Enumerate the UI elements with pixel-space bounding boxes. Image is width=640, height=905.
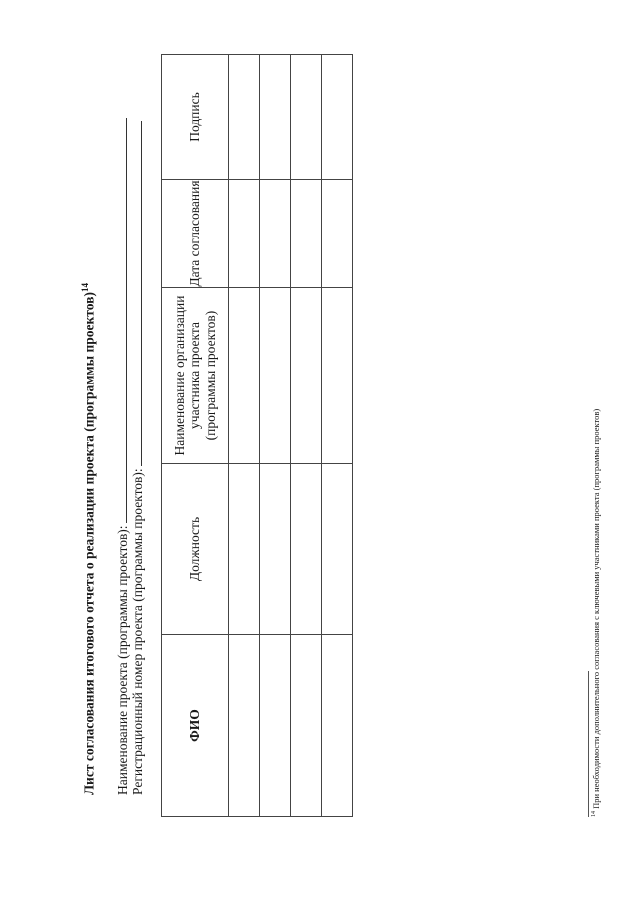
footnote-text: При необходимости дополнительного согласования с ключевыми участниками проекта (программы проектов) [591,408,601,809]
table-row [229,55,260,817]
table-cell [229,55,260,180]
registration-number-blank-line [131,121,142,466]
table-row [260,55,291,817]
table-cell [260,288,291,464]
document-title-text: Лист согласования итогового отчета о реализации проекта (программы проектов) [81,292,97,795]
footnote-number: 14 [591,811,598,817]
table-cell [260,55,291,180]
table-cell [291,180,322,288]
footnote-ref: 14 [80,283,90,293]
table-cell [260,635,291,817]
project-name-field [115,0,131,795]
approval-table [161,54,353,817]
header-signature: Подпись [162,55,229,180]
table-cell [322,180,353,288]
header-position: Должность [162,464,229,635]
table-cell [229,635,260,817]
project-name-blank-line [116,118,127,523]
table-header-row [162,55,229,817]
project-name-label: Наименование проекта (программы проектов): [115,525,130,795]
header-organization: Наименование организации участника проекта (программы проектов) [162,288,229,464]
table-cell [322,288,353,464]
table-cell [291,288,322,464]
document-title [80,0,98,795]
header-approval-date: Дата согласования [162,180,229,288]
table-cell [229,288,260,464]
footnote [591,17,601,817]
table-row [291,55,322,817]
table-row [322,55,353,817]
table-cell [291,635,322,817]
footnote-separator [588,671,589,817]
registration-number-label: Регистрационный номер проекта (программы проектов): [130,468,145,795]
table-cell [291,464,322,635]
table-cell [260,180,291,288]
table-cell [322,464,353,635]
table-cell [291,55,322,180]
registration-number-field [130,0,146,795]
table-cell [322,55,353,180]
table-cell [322,635,353,817]
table-cell [260,464,291,635]
header-full-name: ФИО [162,635,229,817]
table-cell [229,464,260,635]
table-cell [229,180,260,288]
